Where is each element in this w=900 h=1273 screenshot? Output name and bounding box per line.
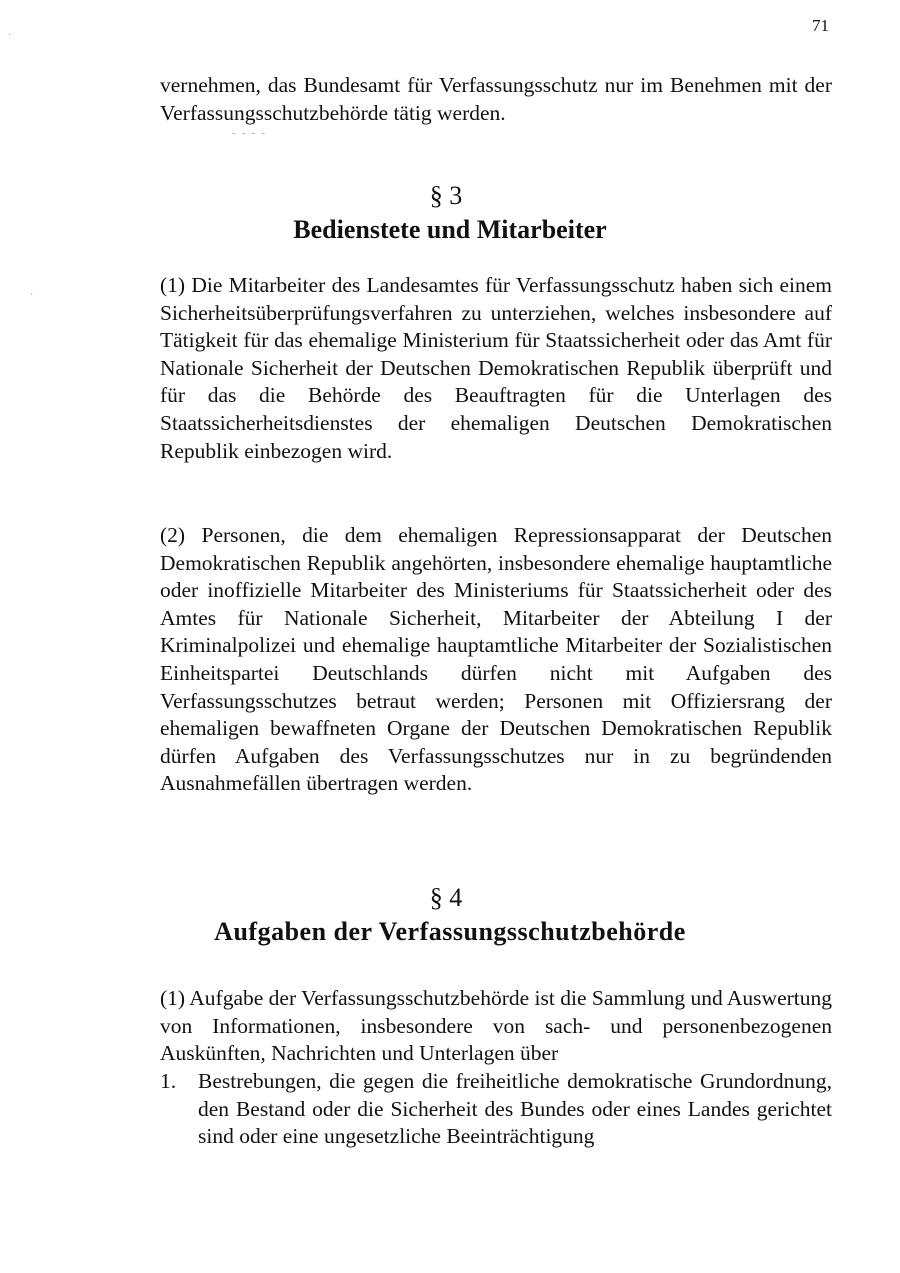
list-item <box>160 1068 832 1151</box>
section-sign: § 4 <box>429 883 463 912</box>
section-3-paragraph-1: (1) Die Mitarbeiter des Landesamtes für Verfassungsschutz haben sich einem Sicherheitsüberprüfungsverfahren zu unterziehen, welches insbesondere auf Tätigkeit für das ehemalige Ministerium für Staatssicherheit oder das Amt für Nationale Sicherheit der Deutschen Demokratischen Republik überprüft und für das die Behörde des Beauftragten für die Unterlagen des Staatssicherheitsdienstes der ehemaligen Deutschen Demokratischen Republik einbezogen wird. <box>160 273 832 463</box>
list-item-text: Bestrebungen, die gegen die freiheitliche demokratische Grundordnung, den Bestand oder die Sicherheit des Bundes oder eines Landes gerichtet sind oder eine ungesetzliche Beeinträchtigung <box>198 1069 832 1149</box>
section-3-heading <box>0 180 900 248</box>
section-3-paragraph-2: (2) Personen, die dem ehemaligen Repressionsapparat der Deutschen Demokratischen Republik angehörten, insbesondere ehemalige hauptamtliche oder inoffizielle Mitarbeiter des Ministeriums für Staatssicherheit oder des Amtes für Nationale Sicherheit, Mitarbeiter der Abteilung I der Kriminalpolizei und ehemalige hauptamtliche Mitarbeiter der Sozialistischen Einheitspartei Deutschlands dürfen nicht mit Aufgaben des Verfassungsschutzes betraut werden; Personen mit Offiziersrang der ehemaligen bewaffneten Organe der Deutschen Demokratischen Republik dürfen Aufgaben des Verfassungsschutzes nur in zu begründenden Ausnahmefällen übertragen werden. <box>160 523 832 796</box>
section-4-paragraph-1: (1) Aufgabe der Verfassungsschutzbehörde ist die Sammlung und Auswertung von Informationen, insbesondere von sach- und personenbezogenen Auskünften, Nachrichten und Unterlagen über <box>160 986 832 1066</box>
scan-speck: · <box>8 30 12 41</box>
intro-paragraph: vernehmen, das Bundesamt für Verfassungsschutz nur im Benehmen mit der Verfassungsschutzbehörde tätig werden. <box>160 73 832 125</box>
section-4-heading <box>0 882 900 950</box>
section-title: Bedienstete und Mitarbeiter <box>293 215 607 244</box>
scan-speck: - - - - <box>232 128 267 139</box>
page-number: 71 <box>812 16 829 35</box>
section-title: Aufgaben der Verfassungsschutzbehörde <box>214 917 686 946</box>
list-item-number: 1. <box>160 1069 177 1093</box>
section-sign: § 3 <box>429 181 463 210</box>
scan-speck: · <box>30 290 34 301</box>
